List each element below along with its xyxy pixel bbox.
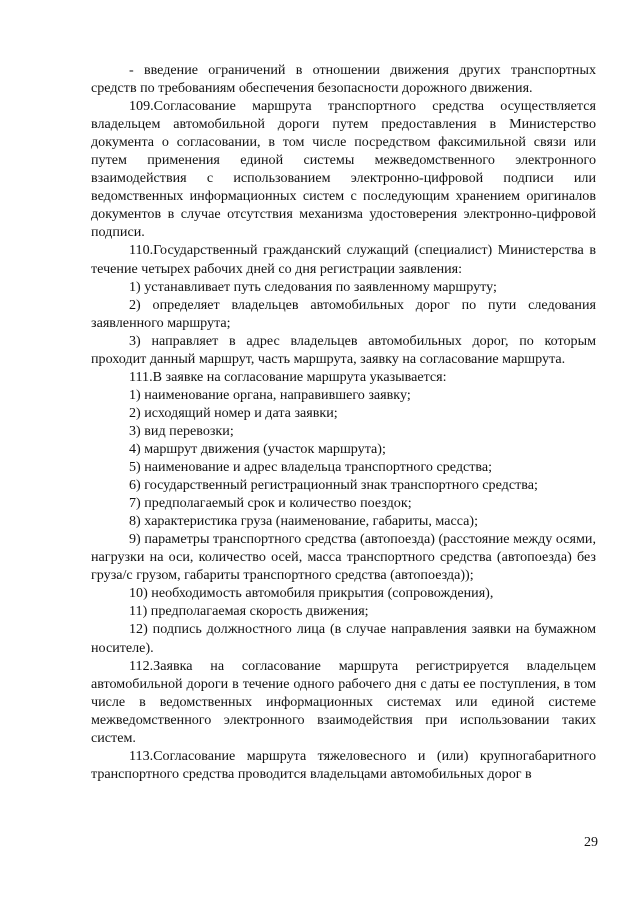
paragraph-111-item-8: 8) характеристика груза (наименование, габариты, масса); <box>129 513 479 530</box>
paragraph-111-item-1: 1) наименование органа, направившего заявку; <box>129 386 411 403</box>
paragraph-110-item-1: 1) устанавливает путь следования по заявленному маршруту; <box>129 278 497 295</box>
document-body <box>91 61 596 783</box>
paragraph-110-item-2: 2) определяет владельцев автомобильных дорог по пути следования заявленного маршрута; <box>91 296 596 331</box>
paragraph-110: 110.Государственный гражданский служащий (специалист) Министерства в течение четырех рабочих дней со дня регистрации заявления: <box>91 242 596 277</box>
paragraph-111-item-2: 2) исходящий номер и дата заявки; <box>129 404 338 421</box>
paragraph-113: 113.Согласование маршрута тяжеловесного и (или) крупногабаритного транспортного средства проводится владельцами автомобильных дорог в <box>91 747 596 782</box>
paragraph-111-item-5: 5) наименование и адрес владельца транспортного средства; <box>129 459 493 476</box>
paragraph-111-item-7: 7) предполагаемый срок и количество поездок; <box>129 495 412 512</box>
paragraph-109: 109.Согласование маршрута транспортного средства осуществляется владельцем автомобильной дороги путем предоставления в Министерство документа о согласовании, в том числе посредством факсимильной связи или путем применения единой системы межведомственного электронного взаимодействия с использованием электронно-цифровой подписи или ведомственных информационных систем с последующим хранением оригиналов документов в случае отсутствия механизма удостоверения электронно-цифровой подписи. <box>91 98 596 241</box>
paragraph-111-item-3: 3) вид перевозки; <box>129 422 234 439</box>
paragraph-111-item-11: 11) предполагаемая скорость движения; <box>129 603 369 620</box>
paragraph-111-item-10: 10) необходимость автомобиля прикрытия (сопровождения), <box>129 585 494 602</box>
paragraph-111-item-4: 4) маршрут движения (участок маршрута); <box>129 440 386 457</box>
paragraph-111-item-6: 6) государственный регистрационный знак транспортного средства; <box>129 477 538 494</box>
paragraph-traffic-restrictions: - введение ограничений в отношении движения других транспортных средств по требованиям обеспечения безопасности дорожного движения. <box>91 62 596 97</box>
paragraph-112: 112.Заявка на согласование маршрута регистрируется владельцем автомобильной дороги в течение одного рабочего дня с даты ее поступления, в том числе в ведомственных информационных системах или единой системе межведомственного электронного взаимодействия при использовании таких систем. <box>91 657 596 746</box>
paragraph-111-item-12: 12) подпись должностного лица (в случае направления заявки на бумажном носителе). <box>91 621 596 656</box>
page-number: 29 <box>584 835 598 850</box>
paragraph-111: 111.В заявке на согласование маршрута указывается: <box>129 368 447 385</box>
paragraph-110-item-3: 3) направляет в адрес владельцев автомобильных дорог, по которым проходит данный маршрут, часть маршрута, заявку на согласование маршрута. <box>91 332 596 367</box>
paragraph-111-item-9: 9) параметры транспортного средства (автопоезда) (расстояние между осями, нагрузки на оси, количество осей, масса транспортного средства (автопоезда) без груза/с грузом, габариты транспортного средства (автопоезда)); <box>91 531 596 584</box>
